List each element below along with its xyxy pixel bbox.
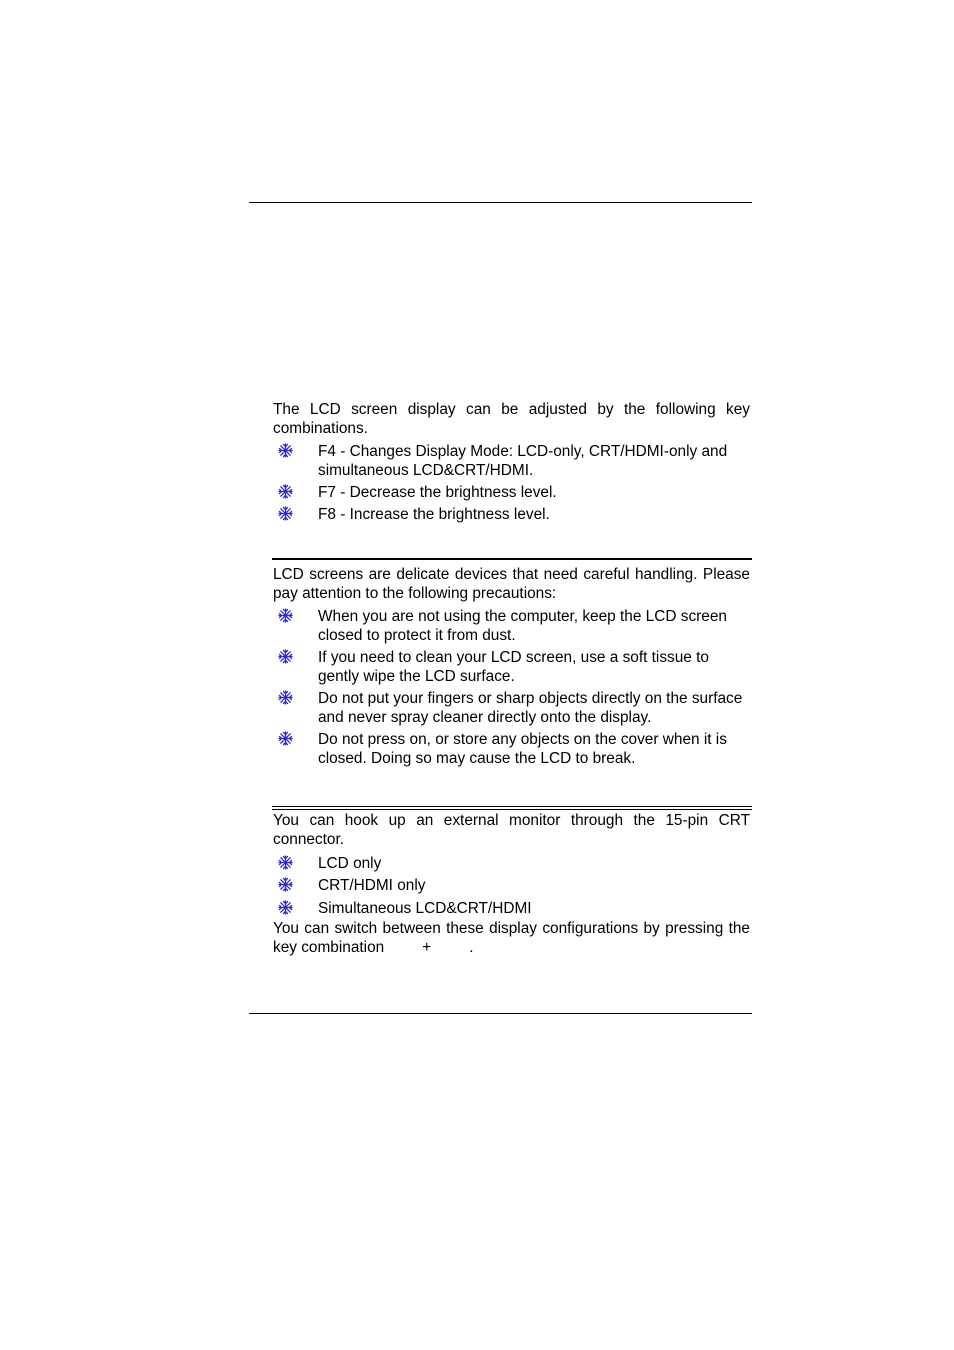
- snowflake-bullet-icon: [278, 608, 293, 623]
- list-item: [273, 607, 750, 645]
- section3-intro: You can hook up an external monitor through the 15-pin CRT connector.: [273, 812, 750, 848]
- list-item: [273, 442, 750, 480]
- bullet-text: When you are not using the computer, keep the LCD screen closed to protect it from dust.: [318, 608, 727, 644]
- section1-intro: The LCD screen display can be adjusted by the following key combinations.: [273, 401, 750, 437]
- list-item: [273, 689, 750, 727]
- section-external-monitor: [273, 811, 750, 957]
- bullet-text: F8 - Increase the brightness level.: [318, 506, 550, 523]
- plus-sign: +: [422, 939, 432, 956]
- section3-rule-top: [272, 806, 752, 807]
- outro-text: You can switch between these display configurations by pressing the key combination: [273, 920, 750, 956]
- list-item: [273, 899, 750, 918]
- snowflake-bullet-icon: [278, 731, 293, 746]
- snowflake-bullet-icon: [278, 900, 293, 915]
- footer-rule: [249, 1013, 752, 1014]
- snowflake-bullet-icon: [278, 855, 293, 870]
- snowflake-bullet-icon: [278, 506, 293, 521]
- list-item: [273, 648, 750, 686]
- section1-bullet-list: [273, 442, 750, 524]
- snowflake-bullet-icon: [278, 877, 293, 892]
- bullet-text: Do not press on, or store any objects on the cover when it is closed. Doing so may cause the LCD to break.: [318, 731, 727, 767]
- bullet-text: F4 - Changes Display Mode: LCD-only, CRT/HDMI-only and simultaneous LCD&CRT/HDMI.: [318, 443, 728, 479]
- section3-rule-bottom: [272, 809, 752, 810]
- bullet-text: If you need to clean your LCD screen, use a soft tissue to gently wipe the LCD surface.: [318, 649, 709, 685]
- section2-bullet-list: [273, 607, 750, 768]
- list-item: [273, 483, 750, 502]
- snowflake-bullet-icon: [278, 443, 293, 458]
- section3-outro: [273, 919, 750, 957]
- section-lcd-care: [273, 565, 750, 768]
- list-item: [273, 876, 750, 895]
- section3-bullet-list: [273, 854, 750, 918]
- list-item: [273, 505, 750, 524]
- section-display-keys: [273, 400, 750, 524]
- snowflake-bullet-icon: [278, 484, 293, 499]
- bullet-text: Simultaneous LCD&CRT/HDMI: [318, 900, 532, 917]
- snowflake-bullet-icon: [278, 649, 293, 664]
- bullet-text: CRT/HDMI only: [318, 877, 426, 894]
- snowflake-bullet-icon: [278, 690, 293, 705]
- header-rule: [249, 202, 752, 203]
- bullet-text: F7 - Decrease the brightness level.: [318, 484, 557, 501]
- section2-rule: [272, 558, 752, 560]
- list-item: [273, 730, 750, 768]
- bullet-text: Do not put your fingers or sharp objects directly on the surface and never spray cleaner directly onto the display.: [318, 690, 743, 726]
- section2-intro: LCD screens are delicate devices that need careful handling. Please pay attention to the following precautions:: [273, 566, 750, 602]
- bullet-text: LCD only: [318, 855, 382, 872]
- list-item: [273, 854, 750, 873]
- outro-period: .: [469, 939, 474, 956]
